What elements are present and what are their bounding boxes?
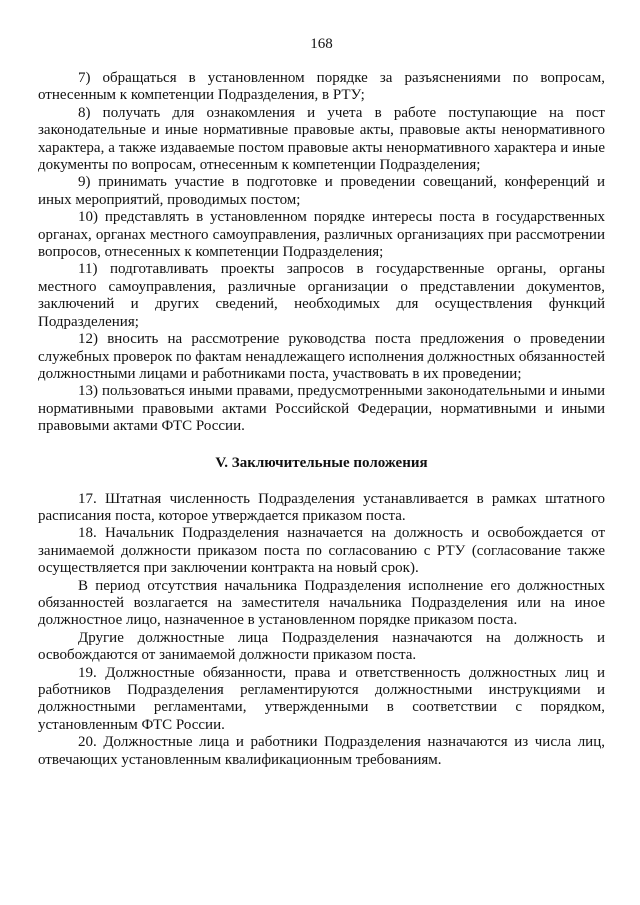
paragraph: 18. Начальник Подразделения назначается на должность и освобождается от занимаемой должности приказом поста по согласованию с РТУ (согласование также осуществляется при заключении контракта на новый срок).	[38, 525, 605, 577]
list-item: 11) подготавливать проекты запросов в государственные органы, органы местного самоуправления, различные организации о представлении документов, заключений и других сведений, необходимых для осуществления функций Подразделения;	[38, 261, 605, 330]
paragraph: В период отсутствия начальника Подразделения исполнение его должностных обязанностей возлагается на заместителя начальника Подразделения или на иное должностное лицо, назначенное в установленном порядке приказом поста.	[38, 577, 605, 629]
list-item: 13) пользоваться иными правами, предусмотренными законодательными и иными нормативными правовыми актами Российской Федерации, нормативными и иными правовыми актами ФТС России.	[38, 383, 605, 435]
paragraph: 20. Должностные лица и работники Подразделения назначаются из числа лиц, отвечающих установленным квалификационным требованиям.	[38, 734, 605, 768]
paragraph: 17. Штатная численность Подразделения устанавливается в рамках штатного расписания поста, которое утверждается приказом поста.	[38, 490, 605, 524]
paragraph: Другие должностные лица Подразделения назначаются на должность и освобождаются от занимаемой должности приказом поста.	[38, 629, 605, 664]
rights-list	[38, 70, 605, 436]
list-item: 8) получать для ознакомления и учета в работе поступающие на пост законодательные и иные нормативные правовые акты, правовые акты ненормативного характера, а также издаваемые постом правовые акты ненормативного характера и иные документы по вопросам, отнесенным к компетенции Подразделения;	[38, 104, 605, 174]
section-heading: V. Заключительные положения	[215, 454, 428, 471]
list-item: 7) обращаться в установленном порядке за разъяснениями по вопросам, отнесенным к компетенции Подразделения, в РТУ;	[38, 70, 605, 104]
list-item: 9) принимать участие в подготовке и проведении совещаний, конференций и иных мероприятий, проводимых постом;	[38, 174, 605, 208]
final-provisions	[38, 491, 605, 770]
paragraph: 19. Должностные обязанности, права и ответственность должностных лиц и работников Подразделения регламентируются должностными инструкциями и должностными регламентами, утвержденными в соответствии с порядком, установленным ФТС России.	[38, 664, 605, 733]
list-item: 12) вносить на рассмотрение руководства поста предложения о проведении служебных проверок по фактам ненадлежащего исполнения должностных обязанностей должностными лицами и работниками поста, участвовать в их проведении;	[38, 331, 605, 382]
list-item: 10) представлять в установленном порядке интересы поста в государственных органах, органах местного самоуправления, различных организациях при рассмотрении вопросов, отнесенных к компетенции Подразделения;	[38, 209, 605, 261]
page-number: 168	[310, 36, 333, 52]
